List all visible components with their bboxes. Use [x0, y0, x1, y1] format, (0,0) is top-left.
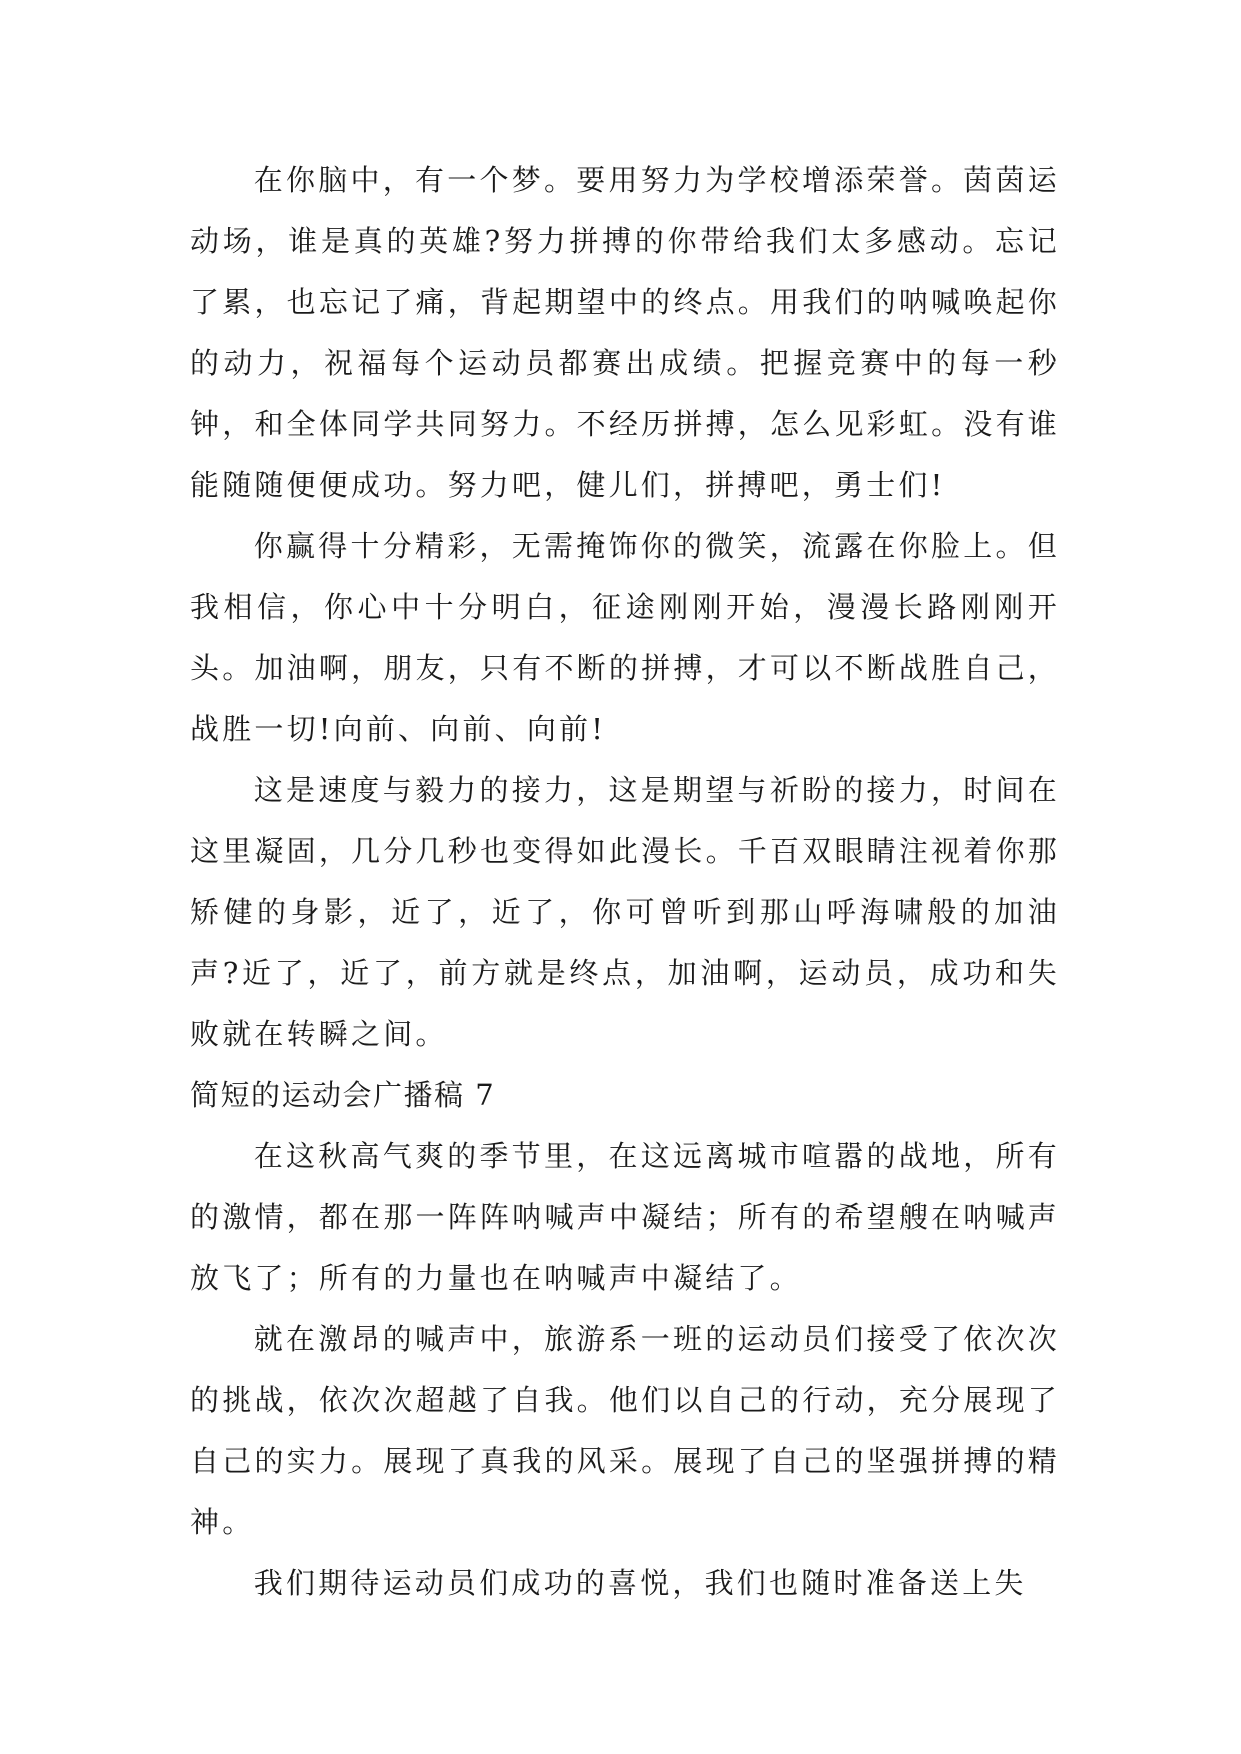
paragraph-smile: 你赢得十分精彩，无需掩饰你的微笑，流露在你脸上。但我相信，你心中十分明白，征途刚刚开始，漫漫长路刚刚开头。加油啊，朋友，只有不断的拼搏，才可以不断战胜自己，战胜一切!向前、向前、向前!	[190, 529, 1060, 746]
document-page	[190, 150, 1060, 1614]
section-heading: 简短的运动会广播稿 7	[190, 1078, 496, 1112]
paragraph-dream: 在你脑中，有一个梦。要用努力为学校增添荣誉。茵茵运动场，谁是真的英雄?努力拼搏的你带给我们太多感动。忘记了累，也忘记了痛，背起期望中的终点。用我们的呐喊唤起你的动力，祝福每个运动员都赛出成绩。把握竞赛中的每一秒钟，和全体同学共同努力。不经历拼搏，怎么见彩虹。没有谁能随随便便成功。努力吧，健儿们，拼搏吧，勇士们!	[190, 163, 1060, 502]
paragraph-expect: 我们期待运动员们成功的喜悦，我们也随时准备送上失	[253, 1566, 1027, 1600]
paragraph-relay: 这是速度与毅力的接力，这是期望与祈盼的接力，时间在这里凝固，几分几秒也变得如此漫长。千百双眼睛注视着你那矫健的身影，近了，近了，你可曾听到那山呼海啸般的加油声?近了，近了，前方就是终点，加油啊，运动员，成功和失败就在转瞬之间。	[190, 773, 1060, 1051]
paragraph-cheers: 就在激昂的喊声中，旅游系一班的运动员们接受了依次次的挑战，依次次超越了自我。他们以自己的行动，充分展现了自己的实力。展现了真我的风采。展现了自己的坚强拼搏的精神。	[190, 1322, 1060, 1539]
paragraph-autumn: 在这秋高气爽的季节里，在这远离城市喧嚣的战地，所有的激情，都在那一阵阵呐喊声中凝结；所有的希望艘在呐喊声放飞了；所有的力量也在呐喊声中凝结了。	[190, 1139, 1060, 1295]
